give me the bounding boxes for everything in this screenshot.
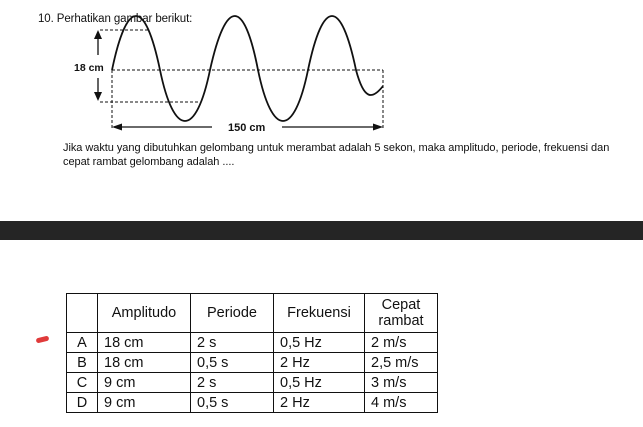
cell-cepat-rambat: 3 m/s: [365, 373, 438, 393]
question-body: Jika waktu yang dibutuhkan gelombang untuk merambat adalah 5 sekon, maka amplitudo, periode, frekuensi dan cepat rambat gelombang adalah ....: [63, 142, 610, 168]
cell-option: B: [67, 353, 98, 373]
amplitude-arrowhead-up: [94, 30, 102, 39]
table-row: [67, 373, 438, 393]
answer-table: [66, 293, 438, 413]
cell-periode: 0,5 s: [191, 353, 274, 373]
table-header-row: [67, 294, 438, 333]
cell-amplitudo: 9 cm: [98, 393, 191, 413]
length-arrowhead-left: [112, 124, 122, 131]
cell-amplitudo: 18 cm: [98, 333, 191, 353]
cell-periode: 2 s: [191, 333, 274, 353]
cell-cepat-rambat: 2 m/s: [365, 333, 438, 353]
wave-curve: [112, 16, 383, 121]
table-row: [67, 333, 438, 353]
header-option: [67, 294, 98, 333]
cell-option: D: [67, 393, 98, 413]
cell-cepat-rambat: 4 m/s: [365, 393, 438, 413]
cell-amplitudo: 9 cm: [98, 373, 191, 393]
length-label: 150 cm: [228, 122, 266, 134]
header-periode: Periode: [191, 294, 274, 333]
cell-amplitudo: 18 cm: [98, 353, 191, 373]
header-cepat-line1: Cepat: [381, 297, 421, 313]
answer-mark: [36, 336, 50, 344]
cell-frekuensi: 2 Hz: [274, 393, 365, 413]
cell-option: C: [67, 373, 98, 393]
header-frekuensi: Frekuensi: [274, 294, 365, 333]
amplitude-arrowhead-down: [94, 92, 102, 101]
header-amplitudo: Amplitudo: [98, 294, 191, 333]
cell-frekuensi: 2 Hz: [274, 353, 365, 373]
question-title: 10. Perhatikan gambar berikut:: [38, 13, 193, 25]
cell-periode: 0,5 s: [191, 393, 274, 413]
table-row: [67, 353, 438, 373]
header-cepat-rambat: [365, 294, 438, 333]
divider-band: [0, 221, 643, 240]
cell-periode: 2 s: [191, 373, 274, 393]
wave-figure: [0, 0, 643, 140]
cell-frekuensi: 0,5 Hz: [274, 373, 365, 393]
cell-frekuensi: 0,5 Hz: [274, 333, 365, 353]
length-arrowhead-right: [373, 124, 383, 131]
amplitude-label: 18 cm: [74, 62, 104, 74]
cell-option: A: [67, 333, 98, 353]
cell-cepat-rambat: 2,5 m/s: [365, 353, 438, 373]
table-row: [67, 393, 438, 413]
header-cepat-line2: rambat: [378, 313, 424, 329]
